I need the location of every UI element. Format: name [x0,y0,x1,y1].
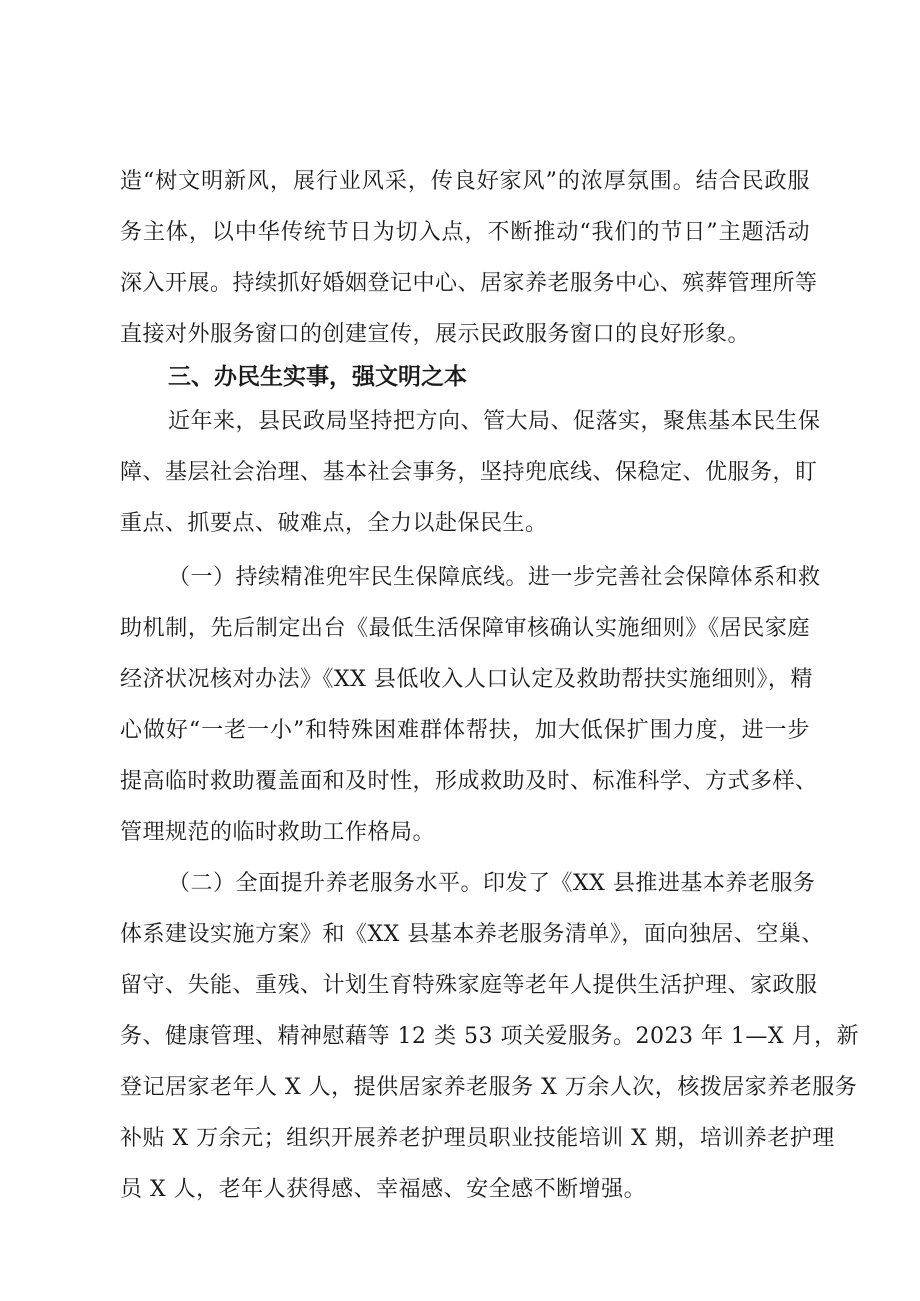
para1-line-4: 直接对外服务窗口的创建宣传，展示民政服务窗口的良好形象。 [120,322,751,347]
para4-line-2: 体系建设实施方案》和《XX 县基本养老服务清单》，面向独居、空巢、 [120,922,824,947]
para2-line-1: 近年来，县民政局坚持把方向、管大局、促落实，聚焦基本民生保 [168,409,821,434]
para2-line-3: 重点、抓要点、破难点，全力以赴保民生。 [120,511,548,536]
para1-line-1: 造“树文明新风，展行业风采，传良好家风”的浓厚氛围。结合民政服 [120,169,810,194]
para4-line-3: 留守、失能、重残、计划生育特殊家庭等老年人提供生活护理、家政服 [120,973,818,998]
para4-line-6: 补贴 X 万余元；组织开展养老护理员职业技能培训 X 期，培训养老护理 [120,1126,835,1151]
para4-line-5: 登记居家老年人 X 人，提供居家养老服务 X 万余人次，核拨居家养老服务 [120,1075,858,1100]
para3-line-4: 心做好“一老一小”和特殊困难群体帮扶，加大低保扩围力度，进一步 [120,718,810,743]
section-heading-3: 三、办民生实事，强文明之本 [168,364,467,390]
para3-line-6: 管理规范的临时救助工作格局。 [120,820,436,845]
para4-line-7: 员 X 人，老年人获得感、幸福感、安全感不断增强。 [120,1177,647,1202]
para3-line-2: 助机制，先后制定出台《最低生活保障审核确认实施细则》《居民家庭 [120,616,810,641]
para1-line-3: 深入开展。持续抓好婚姻登记中心、居家养老服务中心、殡葬管理所等 [120,271,818,296]
para3-line-3: 经济状况核对办法》《XX 县低收入人口认定及救助帮扶实施细则》，精 [120,667,813,692]
para4-line-1: （二）全面提升养老服务水平。印发了《XX 县推进基本养老服务 [168,871,816,896]
para1-line-2: 务主体，以中华传统节日为切入点，不断推动“我们的节日”主题活动 [120,220,810,245]
para4-line-4: 务、健康管理、精神慰藉等 12 类 53 项关爱服务。2023 年 1—X 月，新 [120,1024,860,1049]
para2-line-2: 障、基层社会治理、基本社会事务，坚持兜底线、保稳定、优服务，盯 [120,460,818,485]
para3-line-5: 提高临时救助覆盖面和及时性，形成救助及时、标准科学、方式多样、 [120,769,818,794]
para3-line-1: （一）持续精准兜牢民生保障底线。进一步完善社会保障体系和救 [168,565,821,590]
